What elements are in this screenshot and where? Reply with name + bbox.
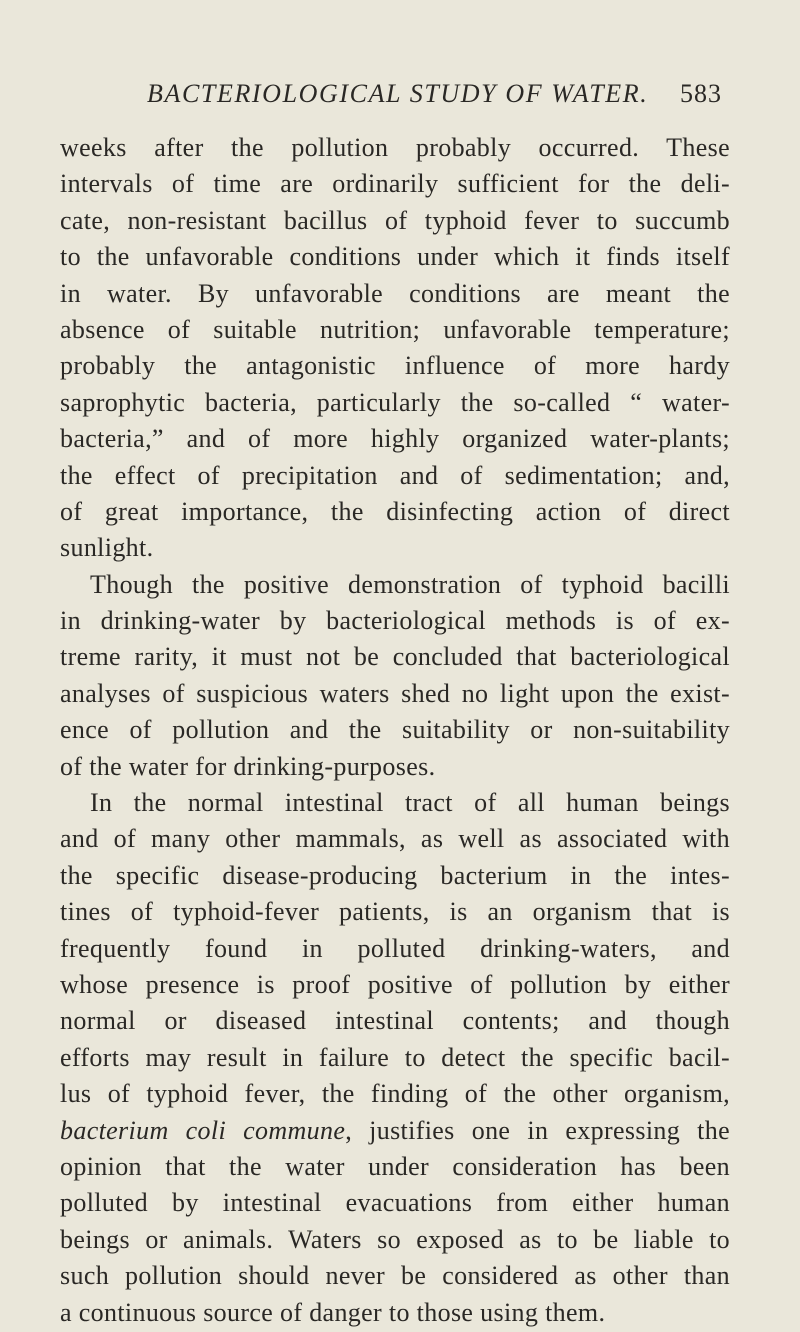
- text-line: In the normal intestinal tract of all human beings: [90, 788, 730, 818]
- text-line: ence of pollution and the suitability or non-suitability: [60, 715, 730, 745]
- text-line: in water. By unfavorable conditions are meant the: [60, 278, 730, 308]
- text-line: such pollution should never be considered as other than: [60, 1261, 730, 1291]
- text-line: a continuous source of danger to those using them.: [60, 1297, 606, 1327]
- text-line: Though the positive demonstration of typhoid bacilli: [90, 569, 730, 599]
- paragraph: [60, 567, 730, 785]
- text-line: sunlight.: [60, 533, 154, 563]
- text-line: opinion that the water under consideration has been: [60, 1151, 730, 1181]
- text-line: to the unfavorable conditions under which it finds itself: [60, 242, 730, 272]
- text-line: normal or diseased intestinal contents; and though: [60, 1006, 730, 1036]
- text-line: the specific disease-producing bacterium in the intes-: [60, 860, 730, 890]
- text-line: lus of typhoid fever, the finding of the other organism,: [60, 1079, 730, 1109]
- text-line: bacterium coli commune, justifies one in expressing the: [60, 1115, 730, 1145]
- text-line: analyses of suspicious waters shed no light upon the exist-: [60, 678, 730, 708]
- text-line: and of many other mammals, as well as associated with: [60, 824, 730, 854]
- text-line: saprophytic bacteria, particularly the so-called “ water-: [60, 387, 730, 417]
- text-line: polluted by intestinal evacuations from either human: [60, 1188, 730, 1218]
- text-line: treme rarity, it must not be concluded that bacteriological: [60, 642, 730, 672]
- text-line: frequently found in polluted drinking-waters, and: [60, 933, 730, 963]
- running-head-title: BACTERIOLOGICAL STUDY OF WATER.: [147, 79, 649, 108]
- text-line: the effect of precipitation and of sedimentation; and,: [60, 460, 730, 490]
- text-line: bacteria,” and of more highly organized water-plants;: [60, 424, 730, 454]
- text-line: of great importance, the disinfecting action of direct: [60, 496, 730, 526]
- body-text: [60, 130, 730, 1331]
- text-line: probably the antagonistic influence of more hardy: [60, 351, 730, 381]
- page-number: 583: [680, 79, 722, 108]
- text-line: in drinking-water by bacteriological methods is of ex-: [60, 606, 730, 636]
- text-line: efforts may result in failure to detect the specific bacil-: [60, 1042, 730, 1072]
- running-head: [147, 74, 722, 114]
- text-line: whose presence is proof positive of pollution by either: [60, 969, 730, 999]
- paragraph: [60, 785, 730, 1331]
- text-line: beings or animals. Waters so exposed as to be liable to: [60, 1224, 730, 1254]
- text-line: weeks after the pollution probably occurred. These: [60, 133, 730, 162]
- text-line: intervals of time are ordinarily sufficient for the deli-: [60, 169, 730, 199]
- text-line: of the water for drinking-purposes.: [60, 751, 436, 781]
- paragraph: [60, 130, 730, 567]
- text-line: absence of suitable nutrition; unfavorable temperature;: [60, 314, 730, 344]
- text-line: cate, non-resistant bacillus of typhoid fever to succumb: [60, 205, 730, 235]
- text-line: tines of typhoid-fever patients, is an organism that is: [60, 897, 730, 927]
